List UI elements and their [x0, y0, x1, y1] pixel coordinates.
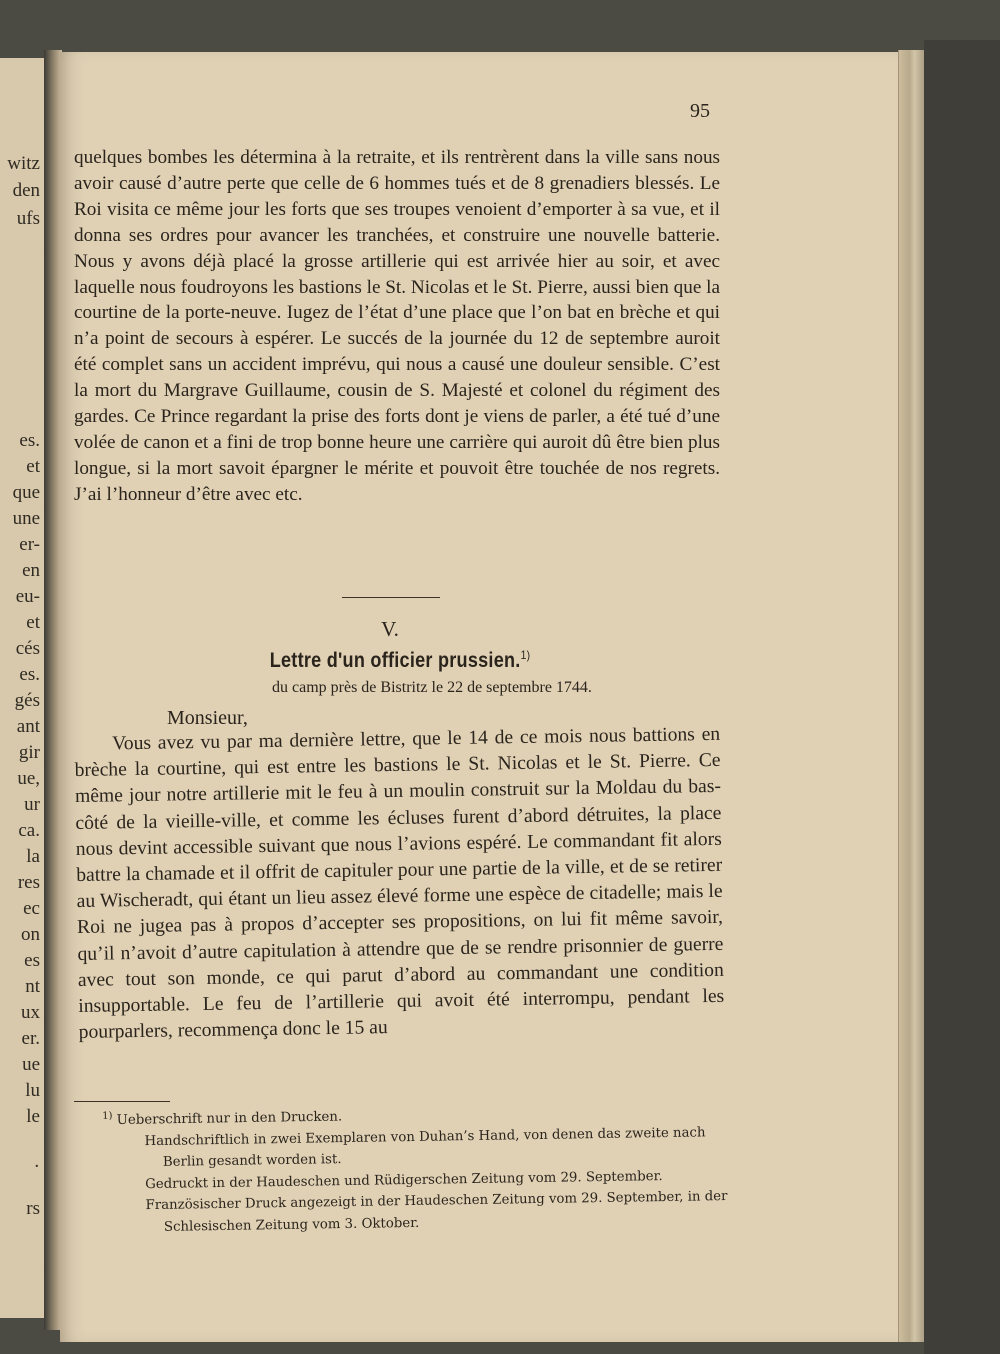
left-page-text-fragment: eu- — [15, 586, 40, 607]
letter-body — [74, 722, 725, 1047]
footnote-line: Schlesischen Zeitung vom 3. Oktober. — [163, 1215, 420, 1235]
left-page-text-fragment: res — [17, 872, 40, 893]
left-page-text-fragment: ec — [23, 898, 40, 919]
left-page-text-fragment: ue — [22, 1054, 40, 1075]
left-page-text-fragment: den — [12, 180, 40, 201]
left-page-text-fragment: en — [22, 560, 40, 581]
left-page-text-fragment: et — [26, 612, 40, 633]
left-page-text-fragment: witz — [7, 153, 40, 174]
footnote-marker: 1) — [102, 1110, 113, 1122]
footnote-rule — [74, 1101, 170, 1102]
left-page-text-fragment: nt — [25, 976, 40, 997]
section-divider — [342, 597, 440, 598]
left-page-text-fragment: es. — [19, 430, 40, 451]
letter-title — [56, 648, 744, 673]
footnote-line: Gedruckt in der Haudeschen und Rüdigerschen Zeitung vom 29. September. — [145, 1168, 663, 1193]
letter-body-text: Vous avez vu par ma dernière lettre, que le 14 de ce mois nous battions en brèche la courtine, qui est entre les bastions le St. Nicolas et le St. Pierre. Ce même jour notre artillerie mit le feu à un moulin construit sur la Moldau du bas-côté de la vieille-ville, et comme les écluses furent d’abord détruites, la place nous devint accessible suivant que nous l’avions espéré. Le commandant fit alors battre la chamade et il offrit de capituler pour une partie de la ville, et de se retirer au Wischeradt, qui étant un lieu assez élevé forme une espèce de citadelle; mais le Roi ne jugea pas à propos d’accepter ses propositions, on lui fit même savoir, qu’il n’avoit d’autre capitulation à attendre que de se rendre prisonnier de guerre avec tout son monde, ce qui parut d’abord au commandant une condition insupportable. Le feu de l’artillerie qui avoit été interrompu, pendant les pourparlers, recommença donc le 15 au — [74, 723, 725, 1044]
left-page-text-fragment: ue, — [17, 768, 40, 789]
left-page-text-fragment: · — [33, 1156, 40, 1177]
left-page-text-fragment: la — [26, 846, 40, 867]
left-page-text-fragment: une — [12, 508, 40, 529]
left-page-text-fragment: es. — [19, 664, 40, 685]
left-page-text-fragment: lu — [25, 1080, 40, 1101]
left-page-text-fragment: que — [12, 482, 40, 503]
letter-salutation: Monsieur, — [167, 707, 248, 729]
paragraph-continuation: quelques bombes les détermina à la retraite, et ils rentrèrent dans la ville sans nous avoir causé d’autre perte que celle de 6 hommes tués et de 8 grenadiers blessés. Le Roi visita ce même jour les forts que ses troupes venoient d’emporter à sa vue, et il donna ses ordres pour avancer les tranchées, et construire une nouvelle batterie. Nous y avons déjà placé la grosse artillerie qui est arrivée hier au soir, et avec laquelle nous foudroyons les bastions le St. Nicolas et le St. Pierre, aussi bien que la courtine de la porte-neuve. Iugez de l’état d’une place que l’on bat en brèche et qui n’a point de secours à espérer. Le succés de la journée du 12 de septembre auroit été complet sans un accident imprévu, qui nous a causé une douleur sensible. C’est la mort du Margrave Guillaume, cousin de S. Majesté et colonel du régiment des gardes. Ce Prince regardant la prise des forts dont je viens de parler, a été tué d’une volée de canon et a fini de trop bonne heure une carrière qui auroit dû être bien plus longue, si la mort savoit épargner le mérite et pouvoit être touchée de nos regrets. J’ai l’honneur d’être avec etc. — [74, 147, 720, 505]
footnote-reference: 1) — [520, 648, 531, 662]
left-page-text-fragment: ux — [21, 1002, 40, 1023]
section-number: V. — [381, 617, 399, 641]
left-page-text-fragment: es — [24, 950, 40, 971]
left-page-text-fragment: ufs — [16, 208, 40, 229]
left-page-text-fragment: ant — [16, 716, 40, 737]
footnote-text: Ueberschrift nur in den Drucken. — [116, 1109, 343, 1129]
left-page-text-fragment: ur — [24, 794, 40, 815]
left-page-text-fragment: ca. — [18, 820, 40, 841]
page-stack-edge — [898, 50, 925, 1342]
footnote-line: Französischer Druck angezeigt in der Haudeschen Zeitung vom 29. September, in der — [145, 1189, 728, 1214]
letter-title-text: Lettre d'un officier prussien. — [269, 649, 521, 672]
footnotes — [92, 1096, 734, 1239]
left-page-text-fragment: er- — [19, 534, 40, 555]
left-page-text-fragment: rs — [26, 1198, 40, 1219]
footnote-line: Berlin gesandt worden ist. — [162, 1152, 342, 1171]
left-page-edge — [0, 58, 46, 1318]
left-page-text-fragment: le — [26, 1106, 40, 1127]
book-cover-edge — [924, 40, 1000, 1354]
left-page-text-fragment: gir — [18, 742, 40, 763]
left-page-text-fragment: gés — [14, 690, 40, 711]
left-page-text-fragment: cés — [15, 638, 40, 659]
left-page-text-fragment: on — [21, 924, 40, 945]
letter-dateline: du camp près de Bistritz le 22 de septembre 1744. — [272, 679, 592, 696]
footnote-line: Handschriftlich in zwei Exemplaren von Duhan’s Hand, von denen das zweite nach — [144, 1125, 706, 1150]
left-page-text-fragment: et — [26, 456, 40, 477]
left-page-text-fragment: er. — [21, 1028, 40, 1049]
page-number: 95 — [690, 100, 710, 122]
